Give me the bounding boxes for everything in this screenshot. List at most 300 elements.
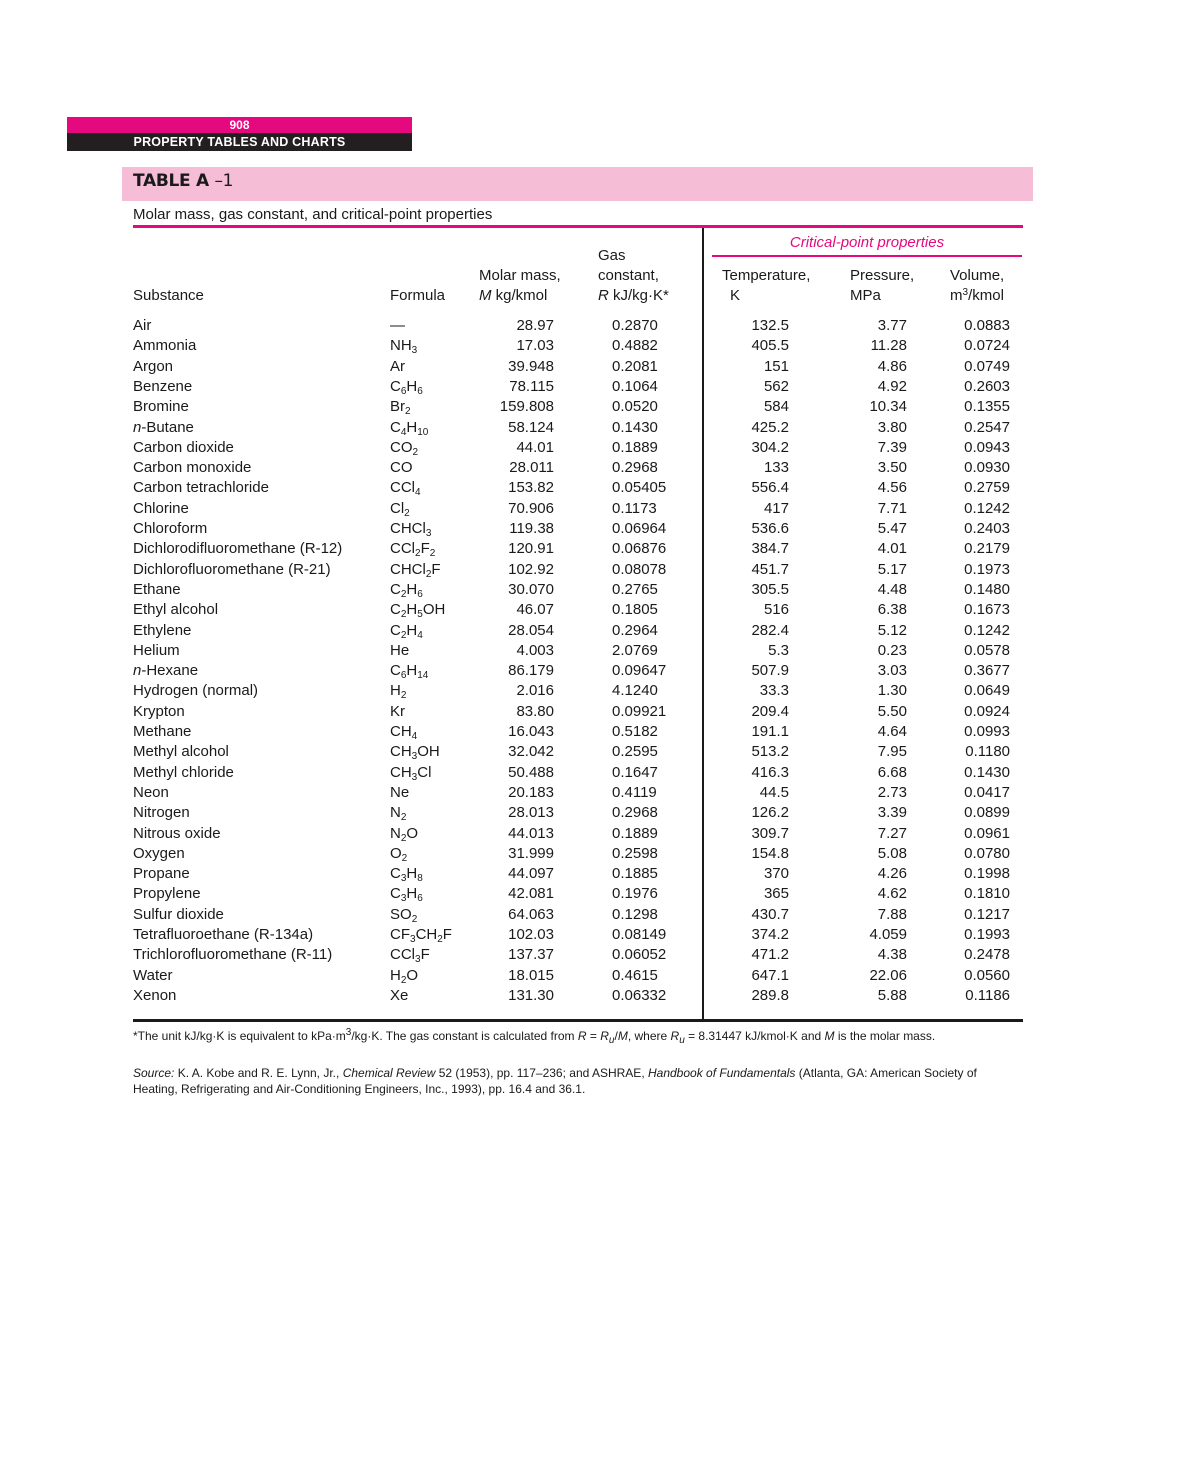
formula-part: CHCl: [390, 560, 426, 578]
formula-part: C: [390, 418, 401, 436]
formula-part: N: [390, 804, 401, 822]
cell-formula: [390, 722, 417, 742]
cell-volume: 0.1355: [964, 398, 1010, 416]
cell-pressure: 3.80: [877, 418, 907, 436]
substance-italic-prefix: n: [133, 662, 142, 680]
cell-temperature: 516: [763, 601, 789, 619]
cell-volume: 0.0943: [964, 438, 1010, 456]
substance-name: Benzene: [133, 377, 193, 395]
formula-subscript: 2: [400, 690, 407, 702]
cell-volume: 0.0883: [964, 317, 1010, 334]
cell-temperature: 309.7: [751, 824, 789, 842]
header-gas-line1: constant,: [598, 267, 659, 284]
cell-temperature: 536.6: [751, 520, 789, 537]
cell-gas-constant: 0.06964: [612, 520, 667, 537]
cell-substance: [133, 722, 191, 742]
substance-name: Nitrous oxide: [133, 824, 221, 842]
table-row: [0, 945, 1200, 965]
table-banner: [122, 167, 1033, 201]
header-formula: Formula: [390, 287, 446, 304]
table-row: [0, 499, 1200, 519]
cell-volume: 0.0780: [964, 844, 1010, 862]
substance-name: Propylene: [133, 885, 201, 903]
formula-part: C: [390, 865, 401, 883]
section-title: PROPERTY TABLES AND CHARTS: [67, 133, 412, 151]
cell-molar-mass: 78.115: [509, 377, 554, 395]
cell-substance: [133, 357, 173, 377]
cell-molar-mass: 28.054: [508, 621, 554, 639]
cell-volume: 0.0899: [964, 804, 1010, 822]
table-row: [0, 539, 1200, 559]
formula-part: Ne: [390, 783, 410, 801]
table-row: [0, 702, 1200, 722]
table-row: [0, 844, 1200, 864]
cell-molar-mass: 44.097: [508, 865, 554, 883]
cell-pressure: 4.86: [877, 357, 907, 375]
header-pressure-line1: Pressure,: [850, 267, 915, 284]
cell-formula: [390, 884, 423, 904]
cell-temperature: 5.3: [768, 641, 789, 659]
page-number: 908: [67, 117, 412, 133]
footnote-source: [133, 1065, 1013, 1097]
cell-substance: [133, 702, 185, 722]
table-row: [0, 681, 1200, 701]
cell-formula: [390, 600, 445, 620]
formula-part: H: [406, 601, 418, 619]
cell-pressure: 4.92: [877, 377, 907, 395]
cell-molar-mass: 120.91: [508, 540, 554, 558]
cell-molar-mass: 50.488: [508, 763, 554, 781]
formula-part: CO: [390, 459, 413, 477]
cell-molar-mass: 28.011: [509, 459, 554, 477]
formula-subscript: 3: [415, 954, 421, 966]
formula-subscript: 3: [411, 771, 418, 783]
cell-temperature: 191.1: [751, 723, 789, 740]
formula-part: Ar: [390, 357, 405, 375]
formula-part: Kr: [390, 702, 405, 720]
formula-part: H: [406, 885, 418, 903]
cell-gas-constant: 4.1240: [612, 682, 658, 700]
cell-substance: [133, 316, 151, 336]
substance-name: Nitrogen: [133, 804, 190, 822]
footnote-text: Chemical Review: [342, 1066, 436, 1080]
table-label: [133, 171, 233, 191]
cell-volume: 0.1242: [964, 621, 1010, 639]
cell-gas-constant: 0.2765: [612, 580, 658, 598]
cell-pressure: 10.34: [869, 398, 907, 416]
cell-gas-constant: 0.1805: [612, 601, 658, 619]
formula-subscript: 8: [417, 873, 423, 885]
footnote-text: , where: [627, 1029, 671, 1043]
cell-substance: [133, 966, 172, 986]
cell-molar-mass: 131.30: [508, 986, 554, 1004]
cell-pressure: 0.23: [877, 641, 907, 659]
formula-part: F: [442, 926, 452, 943]
cell-pressure: 7.88: [877, 905, 907, 923]
cell-volume: 0.0578: [964, 641, 1010, 659]
formula-part: Cl: [390, 499, 405, 517]
substance-italic-prefix: n: [133, 418, 142, 436]
cell-gas-constant: 0.1064: [612, 377, 658, 395]
formula-subscript: 2: [400, 629, 407, 641]
cell-volume: 0.2603: [964, 377, 1010, 395]
header-temperature-line1: Temperature,: [722, 267, 811, 284]
cell-substance: [133, 438, 234, 458]
formula-subscript: 3: [425, 528, 432, 539]
cell-volume: 0.1993: [964, 926, 1010, 943]
cell-volume: 0.3677: [964, 662, 1010, 680]
cell-pressure: 3.50: [877, 459, 907, 477]
cell-substance: [133, 986, 176, 1006]
cell-molar-mass: 17.03: [516, 337, 554, 355]
formula-subscript: 3: [410, 934, 416, 945]
footnote-text: M: [617, 1029, 628, 1043]
cell-molar-mass: 46.07: [516, 601, 554, 619]
cell-molar-mass: 31.999: [508, 844, 554, 862]
formula-part: H: [406, 865, 418, 883]
table-row: [0, 418, 1200, 438]
substance-name: Tetrafluoroethane (R-134a): [133, 926, 314, 943]
substance-name: Dichlorodifluoromethane (R-12): [133, 540, 343, 558]
header-volume-line2: [950, 286, 1004, 306]
cell-volume: 0.0930: [964, 459, 1010, 477]
cell-gas-constant: 0.2968: [612, 804, 658, 822]
table-row: [0, 438, 1200, 458]
footnote-text: R: [577, 1029, 587, 1043]
cell-formula: [390, 742, 440, 762]
footnote-text: /: [614, 1029, 618, 1043]
cell-molar-mass: 2.016: [516, 682, 554, 700]
substance-name: Carbon monoxide: [133, 459, 252, 477]
cell-substance: [133, 641, 180, 661]
cell-formula: [390, 783, 409, 803]
cell-molar-mass: 20.183: [508, 783, 554, 801]
cell-gas-constant: 0.05405: [612, 479, 667, 497]
cell-gas-constant: 0.2595: [612, 743, 658, 761]
cell-molar-mass: 70.906: [508, 499, 554, 517]
formula-subscript: 2: [401, 852, 408, 864]
substance-name: Carbon dioxide: [133, 438, 234, 456]
cell-temperature: 133: [763, 459, 789, 477]
table-row: [0, 560, 1200, 580]
formula-subscript: 2: [400, 812, 407, 824]
cell-molar-mass: 44.013: [508, 824, 554, 842]
table-row: [0, 722, 1200, 742]
cell-molar-mass: 83.80: [516, 702, 554, 720]
cell-substance: [133, 905, 224, 925]
cell-gas-constant: 0.09647: [612, 662, 667, 680]
table-row: [0, 783, 1200, 803]
cell-molar-mass: 39.948: [508, 357, 554, 375]
cell-volume: 0.0961: [964, 824, 1010, 842]
footnote-text: 52 (1953), pp. 117–236; and ASHRAE,: [435, 1066, 648, 1080]
formula-subscript: 6: [417, 385, 423, 397]
cell-formula: [390, 905, 417, 925]
formula-subscript: 2: [400, 974, 407, 986]
footnote-text: R: [670, 1029, 680, 1043]
cell-formula: [390, 966, 418, 986]
cell-formula: [390, 418, 428, 438]
header-temperature-line2: K: [730, 287, 741, 304]
cell-molar-mass: 28.97: [516, 317, 554, 334]
cell-formula: [390, 702, 405, 722]
table-row: [0, 763, 1200, 783]
cell-molar-mass: 153.82: [508, 479, 554, 497]
cell-volume: 0.1242: [964, 499, 1010, 517]
cell-gas-constant: 0.1298: [612, 905, 658, 923]
cell-pressure: 4.62: [877, 885, 907, 903]
cell-volume: 0.0924: [964, 702, 1010, 720]
cell-gas-constant: 0.1889: [612, 438, 658, 456]
substance-name: Ethane: [133, 580, 181, 598]
formula-subscript: 2: [405, 406, 411, 418]
cell-volume: 0.2759: [964, 479, 1010, 497]
formula-part: O: [390, 844, 402, 862]
cell-volume: 0.0993: [964, 723, 1010, 740]
footnote-text: (Atlanta, GA: American Society of Heating, Refrigerating and Air-Conditioning Engineers, Inc., 1993), pp. 16.4 and 36.1.: [133, 1066, 977, 1096]
cell-formula: [390, 580, 423, 600]
cell-temperature: 471.2: [751, 946, 789, 964]
cell-formula: [390, 357, 405, 377]
cell-substance: [133, 418, 194, 438]
cell-molar-mass: 58.124: [508, 418, 554, 436]
cell-substance: [133, 580, 181, 600]
cell-formula: [390, 763, 431, 783]
formula-part: C: [390, 580, 401, 598]
formula-part: H: [406, 580, 418, 598]
table-row: [0, 458, 1200, 478]
formula-part: C: [390, 601, 401, 619]
cell-temperature: 370: [763, 865, 789, 883]
formula-part: H: [390, 966, 401, 984]
formula-subscript: 6: [400, 670, 407, 682]
table-row: [0, 824, 1200, 844]
cell-pressure: 7.27: [877, 824, 907, 842]
header-volume-pre: m: [950, 287, 963, 304]
cell-temperature: 365: [763, 885, 789, 903]
cell-formula: [390, 397, 411, 417]
cell-pressure: 22.06: [869, 966, 907, 984]
cell-pressure: 7.39: [877, 438, 907, 456]
cell-substance: [133, 681, 258, 701]
cell-temperature: 405.5: [751, 337, 789, 355]
cell-temperature: 151: [763, 357, 789, 375]
cell-molar-mass: 44.01: [516, 438, 554, 456]
table-row: [0, 621, 1200, 641]
substance-name: Methane: [133, 723, 192, 740]
table-row: [0, 377, 1200, 397]
cell-substance: [133, 377, 192, 397]
cell-substance: [133, 600, 218, 620]
cell-gas-constant: 0.0520: [612, 398, 658, 416]
cell-formula: [390, 803, 406, 823]
cell-pressure: 6.68: [877, 763, 907, 781]
cell-volume: 0.1430: [964, 763, 1010, 781]
cell-formula: [390, 621, 423, 641]
substance-name: -Hexane: [141, 662, 199, 680]
substance-name: Ethyl alcohol: [133, 601, 219, 619]
cell-volume: 0.1973: [964, 560, 1010, 578]
table-number: –1: [214, 171, 234, 191]
formula-part: He: [390, 641, 410, 659]
cell-temperature: 289.8: [751, 986, 789, 1004]
formula-subscript: 3: [411, 751, 418, 763]
formula-subscript: 2: [404, 507, 410, 519]
critical-point-rule: [712, 255, 1022, 257]
bottom-rule: [133, 1019, 1023, 1022]
formula-subscript: 4: [400, 426, 407, 438]
cell-pressure: 5.17: [877, 560, 907, 578]
formula-subscript: 2: [415, 548, 421, 560]
cell-gas-constant: 0.4882: [612, 337, 658, 355]
substance-name: Trichlorofluoromethane (R-11): [133, 946, 333, 964]
cell-substance: [133, 824, 221, 844]
cell-volume: 0.1180: [965, 743, 1010, 761]
formula-subscript: 6: [400, 385, 407, 397]
table-row: [0, 357, 1200, 377]
substance-name: Water: [133, 966, 173, 984]
cell-gas-constant: 0.1885: [612, 865, 658, 883]
table-label-text: TABLE A: [133, 171, 209, 191]
substance-name: Carbon tetrachloride: [133, 479, 269, 497]
cell-formula: [390, 519, 431, 539]
substance-name: Ethylene: [133, 621, 192, 639]
cell-substance: [133, 803, 190, 823]
cell-formula: [390, 316, 405, 336]
cell-volume: 0.1998: [964, 865, 1010, 883]
formula-part: CH: [390, 723, 412, 740]
formula-part: CH: [390, 743, 412, 761]
formula-subscript: 2: [437, 934, 443, 945]
substance-name: Ammonia: [133, 337, 197, 355]
cell-substance: [133, 945, 332, 965]
formula-subscript: 2: [429, 548, 436, 560]
formula-subscript: 2: [400, 588, 407, 600]
cell-gas-constant: 0.08149: [612, 926, 667, 943]
substance-name: Air: [133, 317, 152, 334]
cell-molar-mass: 28.013: [508, 804, 554, 822]
cell-pressure: 7.95: [877, 743, 907, 761]
cell-formula: [390, 681, 406, 701]
formula-part: F: [420, 540, 430, 558]
formula-part: CH: [415, 926, 438, 943]
cell-molar-mass: 4.003: [516, 641, 554, 659]
cell-temperature: 126.2: [751, 804, 789, 822]
formula-part: H: [390, 682, 401, 700]
formula-part: CCl: [390, 946, 415, 964]
cell-volume: 0.0749: [964, 357, 1010, 375]
cell-substance: [133, 478, 269, 498]
footnote-text: K. A. Kobe and R. E. Lynn, Jr.,: [174, 1066, 343, 1080]
cell-formula: [390, 336, 417, 356]
critical-point-group-header: Critical-point properties: [789, 234, 945, 251]
cell-substance: [133, 742, 229, 762]
formula-part: C: [390, 621, 401, 639]
table-row: [0, 864, 1200, 884]
cell-gas-constant: 2.0769: [612, 641, 658, 659]
cell-pressure: 4.64: [877, 723, 907, 740]
cell-gas-constant: 0.4119: [612, 783, 657, 801]
cell-gas-constant: 0.1647: [612, 763, 658, 781]
cell-substance: [133, 458, 251, 478]
cell-molar-mass: 119.38: [509, 520, 554, 537]
footnote-text: *The unit kJ/kg·K is equivalent to kPa·m: [133, 1029, 346, 1043]
header-substance: Substance: [133, 287, 204, 304]
table-row: [0, 905, 1200, 925]
cell-formula: [390, 438, 418, 458]
substance-name: Argon: [133, 357, 174, 375]
substance-name: Krypton: [133, 702, 185, 720]
cell-volume: 0.1480: [964, 580, 1010, 598]
cell-gas-constant: 0.2870: [612, 317, 658, 334]
header-molar-mass-symbol: M: [479, 287, 492, 304]
header-pressure-line2: MPa: [850, 287, 881, 304]
cell-volume: 0.2547: [964, 418, 1010, 436]
cell-gas-constant: 0.1430: [612, 418, 658, 436]
cell-temperature: 513.2: [751, 743, 789, 761]
cell-substance: [133, 397, 189, 417]
cell-temperature: 305.5: [751, 580, 789, 598]
cell-pressure: 4.38: [877, 946, 907, 964]
cell-formula: [390, 478, 421, 498]
substance-name: Bromine: [133, 398, 189, 416]
formula-part: O: [406, 824, 419, 842]
cell-formula: [390, 458, 413, 478]
cell-molar-mass: 18.015: [508, 966, 554, 984]
cell-formula: [390, 844, 407, 864]
substance-name: Sulfur dioxide: [133, 905, 224, 923]
table-row: [0, 803, 1200, 823]
cell-pressure: 5.50: [877, 702, 907, 720]
cell-volume: 0.0417: [964, 783, 1010, 801]
cell-substance: [133, 763, 234, 783]
formula-subscript: 6: [417, 588, 423, 600]
formula-part: Xe: [390, 986, 409, 1004]
cell-temperature: 584: [763, 398, 789, 416]
cell-gas-constant: 0.1976: [612, 885, 658, 903]
cell-pressure: 4.48: [877, 580, 907, 598]
table-row: [0, 641, 1200, 661]
cell-pressure: 4.01: [877, 540, 907, 558]
formula-part: Cl: [417, 763, 432, 781]
formula-part: OH: [417, 743, 440, 761]
table-row: [0, 986, 1200, 1006]
cell-temperature: 451.7: [751, 560, 789, 578]
footnote-text: = 8.31447 kJ/kmol·K and: [684, 1029, 825, 1043]
cell-molar-mass: 102.92: [508, 560, 554, 578]
formula-subscript: 3: [400, 873, 407, 885]
cell-formula: [390, 661, 428, 681]
formula-part: OH: [422, 601, 446, 619]
substance-name: Dichlorofluoromethane (R-21): [133, 560, 331, 578]
table-row: [0, 336, 1200, 356]
formula-part: H: [406, 621, 418, 639]
cell-gas-constant: 0.5182: [612, 723, 658, 740]
cell-temperature: 430.7: [751, 905, 789, 923]
cell-substance: [133, 844, 185, 864]
cell-molar-mass: 42.081: [508, 885, 554, 903]
table-row: [0, 316, 1200, 336]
header-molar-mass-unit: kg/kmol: [491, 287, 548, 304]
cell-temperature: 154.8: [751, 844, 789, 862]
cell-pressure: 5.12: [877, 621, 907, 639]
formula-part: F: [420, 946, 430, 964]
cell-volume: 0.1810: [964, 885, 1010, 903]
cell-pressure: 4.56: [877, 479, 907, 497]
cell-substance: [133, 539, 342, 559]
cell-temperature: 562: [763, 377, 789, 395]
formula-part: NH: [390, 337, 412, 355]
